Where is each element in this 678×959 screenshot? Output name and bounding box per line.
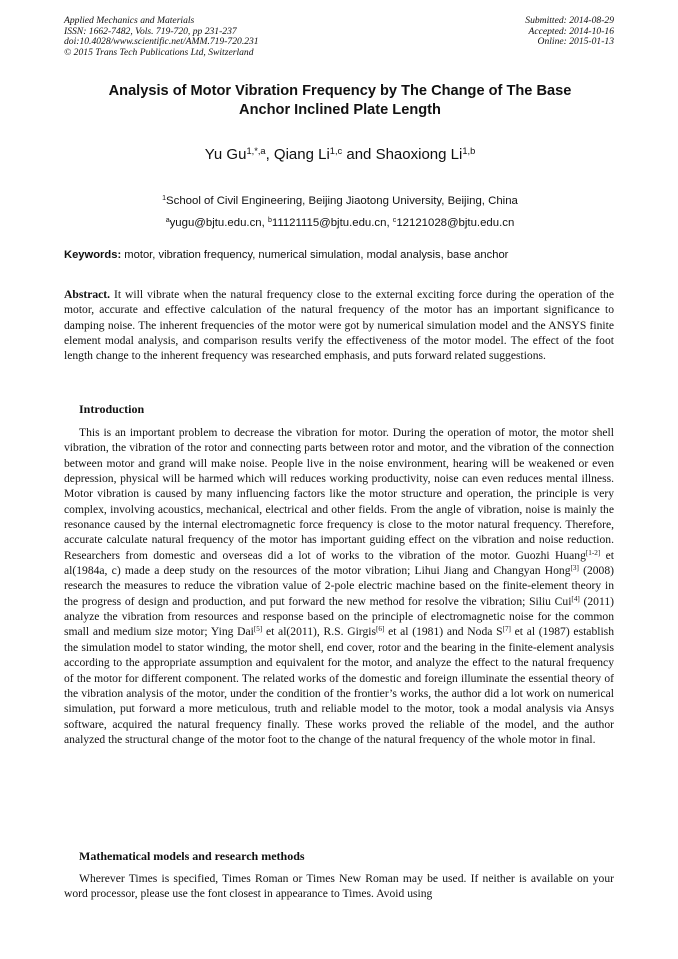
author-list	[64, 145, 616, 165]
affiliation-block	[64, 190, 616, 234]
affiliation	[64, 190, 616, 212]
intro-text: (2011) analyze the vibration from resources and response based on the principle of electromagnetic noise for the common small and medium size motor; Ying Dai	[64, 594, 614, 639]
affiliation-text: School of Civil Engineering, Beijing Jiaotong University, Beijing, China	[166, 195, 518, 207]
intro-text: et al(2011), R.S. Girgis	[262, 625, 376, 639]
author-1: Yu Gu	[204, 146, 247, 163]
intro-text: et al(1984a, c) made a deep study on the resources of the motor vibration; Lihui Jiang and Changyan Hong	[64, 548, 614, 578]
abstract-label: Abstract.	[64, 288, 111, 301]
citation: [6]	[375, 625, 385, 634]
title-line-2: Anchor Inclined Plate Length	[239, 102, 441, 118]
introduction-paragraph	[64, 425, 614, 747]
affiliation-mark: 1	[162, 195, 167, 203]
intro-text: This is an important problem to decrease the vibration for motor. During the operation of motor, the motor shell vibration, the vibration of the rotor and connecting parts between rotor and motor, and the vibration of the connection between motor and grand will make noise. People live in the noise environment, hearing will be weakened or even depression, physical will be harmed which will reduces working productivity, noise can even reduces mental illness. Motor vibration is caused by many influencing factors like the motor structure and operation, the principle is very complex, involving acoustics, mechanical, electrical and other fields. From the angle of vibration, noise is mainly the resonance caused by the internal electromagnetic force frequency is close to the motor natural frequency. Therefore, accurate calculate natural frequency of the motor has important guiding effect on the vibration and noise reduction. Researchers from domestic and overseas did a lot of works to the vibration of the motor. Guozhi Huang	[64, 426, 614, 562]
section-heading-introduction: Introduction	[79, 402, 145, 416]
citation: [1-2]	[585, 548, 601, 557]
abstract-text: It will vibrate when the natural frequency close to the external exciting force during the operation of the motor, accurate and effective calculation of the natural frequency of the motor has an important significance to damping noise. The inherent frequencies of the motor were got by numerical simulation model and the ANSYS finite element modal analysis, and comparison results verify the effectiveness of the motor model. The effect of the foot length change to the inherent frequency was researched emphasis, and puts forward related suggestions.	[64, 288, 614, 363]
intro-text: et al (1987) establish the simulation model to stator winding, the motor shell, end cover, rotor and the bearing in the finite-element analysis according to the appropriate assumption and equivalent for the motor, and analyze the effect to the natural frequency of the motor for different component. The related works of the domestic and foreign illuminate the essential theory of the vibration analysis of the motor, under the condition of the frontier’s works, the author did a lot work on numerical simulation, put forward a more meticulous, truth and reliable model to the motor, took a modal analysis via Ansys software, acquired the natural frequency finally. These works proved the reliable of the model, and the author analyzed the structural change of the motor foot to the change of the natural frequency of the whole motor in final.	[64, 625, 614, 746]
author-3: Shaoxiong Li	[375, 146, 463, 163]
journal-issn: ISSN: 1662-7482, Vols. 719-720, pp 231-237	[64, 25, 237, 37]
keywords	[64, 248, 616, 262]
keywords-label: Keywords:	[64, 249, 122, 261]
paper-title	[64, 82, 616, 120]
author-1-marks: 1,*,a	[246, 145, 266, 156]
citation: [3]	[570, 564, 579, 573]
email-mark: b	[267, 217, 272, 225]
email-mark: a	[165, 217, 170, 225]
email-mark: c	[392, 217, 397, 225]
section-heading-methods: Mathematical models and research methods	[79, 849, 305, 863]
citation: [5]	[253, 625, 263, 634]
citation: [4]	[571, 594, 580, 603]
journal-doi: doi:10.4028/www.scientific.net/AMM.719-720.231	[64, 36, 259, 48]
citation: [7]	[502, 625, 511, 634]
author-separator: ,	[265, 146, 274, 163]
intro-text: (2008) research the measures to reduce the vibration value of 2-pole electric machine based on the finite-element theory in the progress of design and production, and put forward the new method for resolve the vibration; Siliu Cui	[64, 564, 615, 608]
author-3-marks: 1,b	[462, 145, 476, 156]
journal-name: Applied Mechanics and Materials	[64, 15, 195, 26]
author-2-marks: 1,c	[329, 145, 343, 156]
title-line-1: Analysis of Motor Vibration Frequency by The Change of The Base	[108, 83, 572, 99]
submitted-date: Submitted: 2014-08-29	[525, 15, 614, 26]
online-date: Online: 2015-01-13	[537, 36, 614, 48]
methods-paragraph: Wherever Times is specified, Times Roman or Times New Roman may be used. If neither is available on your word processor, please use the font closest in appearance to Times. Avoid using	[64, 872, 614, 901]
submission-dates	[525, 16, 614, 48]
intro-text: et al (1981) and Noda S	[384, 625, 503, 639]
author-emails	[64, 212, 616, 234]
author-2: Qiang Li	[273, 146, 330, 163]
journal-copyright: © 2015 Trans Tech Publications Ltd, Switzerland	[64, 46, 254, 58]
accepted-date: Accepted: 2014-10-16	[528, 25, 614, 37]
keywords-text: motor, vibration frequency, numerical simulation, modal analysis, base anchor	[121, 249, 509, 261]
email-c: 12121028@bjtu.edu.cn	[396, 217, 515, 229]
abstract	[64, 287, 614, 364]
author-separator: and	[342, 146, 376, 163]
email-b: 11121115@bjtu.edu.cn,	[271, 217, 393, 229]
email-a: yugu@bjtu.edu.cn,	[169, 217, 268, 229]
journal-info	[64, 16, 259, 58]
